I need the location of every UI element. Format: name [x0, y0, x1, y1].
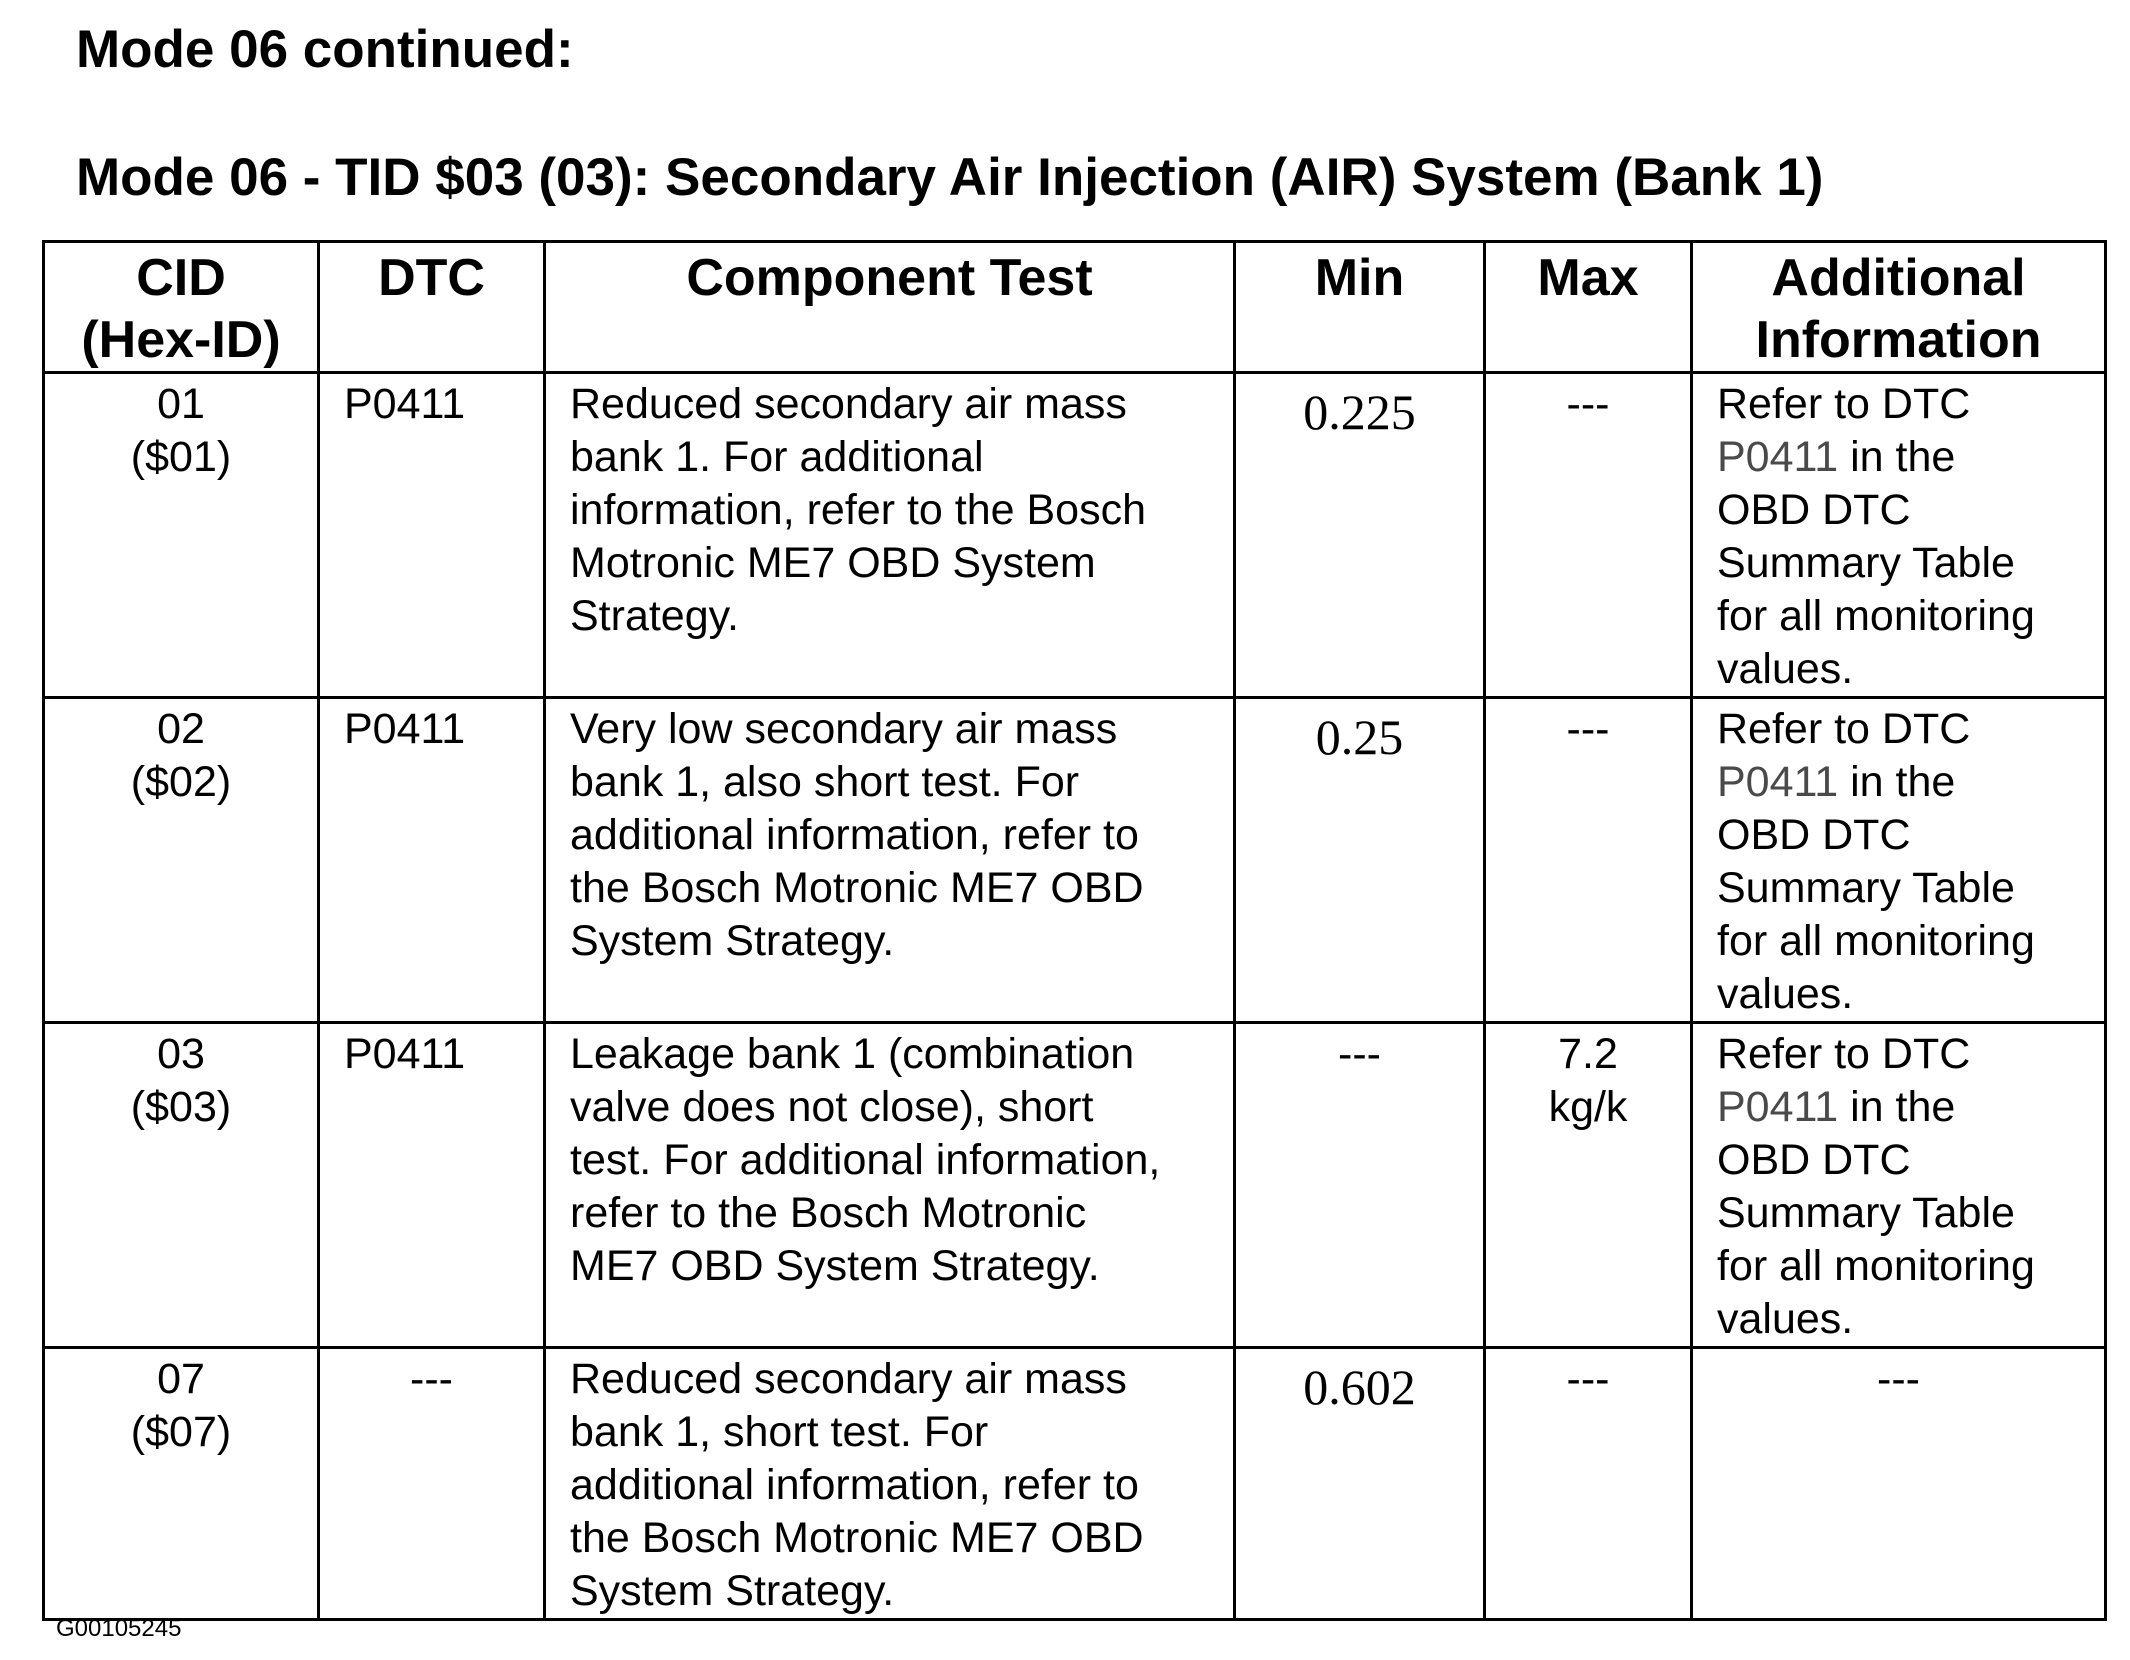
cid-value: 07	[157, 1355, 205, 1403]
info-line: for all monitoring	[1717, 917, 2035, 965]
info-line: values.	[1717, 970, 1854, 1018]
dtc-reference: P0411	[1717, 433, 1839, 481]
info-line	[1717, 756, 2096, 809]
component-test-line: bank 1, short test. For	[570, 1408, 989, 1456]
info-header-line2: Information	[1755, 311, 2042, 369]
cid-value: 02	[157, 705, 205, 753]
dtc-reference: P0411	[1717, 758, 1839, 806]
dtc-cell: P0411	[319, 698, 545, 1023]
figure-id-caption: G00105245	[56, 1615, 182, 1642]
component-test-line: Very low secondary air mass	[570, 705, 1118, 753]
min-value: ---	[1338, 1030, 1381, 1078]
additional-info-cell	[1692, 1023, 2106, 1348]
min-cell	[1235, 373, 1485, 698]
component-test-line: additional information, refer to	[570, 1461, 1139, 1509]
component-test-cell	[545, 698, 1235, 1023]
max-cell	[1485, 698, 1692, 1023]
dtc-cell: P0411	[319, 1023, 545, 1348]
column-header-additional-information	[1692, 242, 2106, 373]
column-header-max: Max	[1485, 242, 1692, 373]
cid-hex-value: ($01)	[130, 433, 232, 481]
dtc-reference: P0411	[1717, 1083, 1839, 1131]
cid-value: 01	[157, 380, 205, 428]
info-line: values.	[1717, 645, 1854, 693]
component-test-line: Leakage bank 1 (combination	[570, 1030, 1135, 1078]
cid-header-line1: CID	[136, 249, 226, 307]
cid-value: 03	[157, 1030, 205, 1078]
column-header-cid	[44, 242, 319, 373]
cid-hex-value: ($03)	[130, 1083, 232, 1131]
component-test-cell	[545, 1348, 1235, 1620]
max-unit: kg/k	[1548, 1083, 1628, 1131]
component-test-line: System Strategy.	[570, 1567, 895, 1615]
component-test-line: additional information, refer to	[570, 811, 1139, 859]
component-test-line: bank 1, also short test. For	[570, 758, 1080, 806]
info-line: for all monitoring	[1717, 1242, 2035, 1290]
info-line: Refer to DTC	[1717, 380, 1971, 428]
info-line: Summary Table	[1717, 539, 2015, 587]
component-test-line: valve does not close), short	[570, 1083, 1094, 1131]
info-line: for all monitoring	[1717, 592, 2035, 640]
component-test-cell	[545, 1023, 1235, 1348]
info-line: OBD DTC	[1717, 811, 1911, 859]
min-cell	[1235, 698, 1485, 1023]
cid-cell	[44, 1348, 319, 1620]
mode-06-table	[42, 240, 2107, 1621]
table-row	[44, 373, 2106, 698]
cid-header-line2: (Hex-ID)	[81, 311, 281, 369]
info-line-suffix: in the	[1838, 433, 1956, 481]
dtc-cell: P0411	[319, 373, 545, 698]
info-line: values.	[1717, 1295, 1854, 1343]
component-test-line: bank 1. For additional	[570, 433, 984, 481]
max-cell	[1485, 1023, 1692, 1348]
component-test-line: test. For additional information,	[570, 1136, 1161, 1184]
max-value: ---	[1566, 1355, 1610, 1403]
cid-hex-value: ($07)	[130, 1408, 232, 1456]
max-cell	[1485, 1348, 1692, 1620]
component-test-line: the Bosch Motronic ME7 OBD	[570, 864, 1144, 912]
column-header-dtc: DTC	[319, 242, 545, 373]
info-line: Refer to DTC	[1717, 705, 1971, 753]
max-cell	[1485, 373, 1692, 698]
table-row	[44, 698, 2106, 1023]
cid-cell	[44, 698, 319, 1023]
component-test-line: Strategy.	[570, 592, 739, 640]
info-line-suffix: in the	[1838, 1083, 1956, 1131]
table-header-row	[44, 242, 2106, 373]
min-value: 0.602	[1303, 1359, 1416, 1415]
max-value: ---	[1566, 380, 1610, 428]
component-test-line: ME7 OBD System Strategy.	[570, 1242, 1100, 1290]
heading-mode-06-continued: Mode 06 continued:	[76, 20, 574, 79]
component-test-line: the Bosch Motronic ME7 OBD	[570, 1514, 1144, 1562]
cid-hex-value: ($02)	[130, 758, 232, 806]
component-test-line: System Strategy.	[570, 917, 895, 965]
min-cell	[1235, 1023, 1485, 1348]
info-line: Summary Table	[1717, 864, 2015, 912]
additional-info-cell	[1692, 373, 2106, 698]
min-value: 0.225	[1303, 384, 1416, 440]
page-title: Mode 06 - TID $03 (03): Secondary Air Injection (AIR) System (Bank 1)	[76, 148, 1824, 207]
info-line	[1717, 1081, 2096, 1134]
component-test-line: refer to the Bosch Motronic	[570, 1189, 1087, 1237]
component-test-cell	[545, 373, 1235, 698]
component-test-line: information, refer to the Bosch	[570, 486, 1147, 534]
table-row	[44, 1023, 2106, 1348]
additional-info-cell	[1692, 698, 2106, 1023]
column-header-component-test: Component Test	[545, 242, 1235, 373]
additional-info-cell: ---	[1692, 1348, 2106, 1620]
max-value: ---	[1566, 705, 1610, 753]
info-header-line1: Additional	[1771, 249, 2026, 307]
info-line: Refer to DTC	[1717, 1030, 1971, 1078]
min-value: 0.25	[1315, 709, 1404, 765]
max-value: 7.2	[1558, 1030, 1618, 1078]
component-test-line: Motronic ME7 OBD System	[570, 539, 1096, 587]
cid-cell	[44, 1023, 319, 1348]
column-header-min: Min	[1235, 242, 1485, 373]
info-line: Summary Table	[1717, 1189, 2015, 1237]
info-line	[1717, 431, 2096, 484]
min-cell	[1235, 1348, 1485, 1620]
cid-cell	[44, 373, 319, 698]
component-test-line: Reduced secondary air mass	[570, 1355, 1127, 1403]
info-line: OBD DTC	[1717, 486, 1911, 534]
dtc-cell: ---	[319, 1348, 545, 1620]
info-line-suffix: in the	[1838, 758, 1956, 806]
table-row	[44, 1348, 2106, 1620]
info-line: OBD DTC	[1717, 1136, 1911, 1184]
component-test-line: Reduced secondary air mass	[570, 380, 1127, 428]
